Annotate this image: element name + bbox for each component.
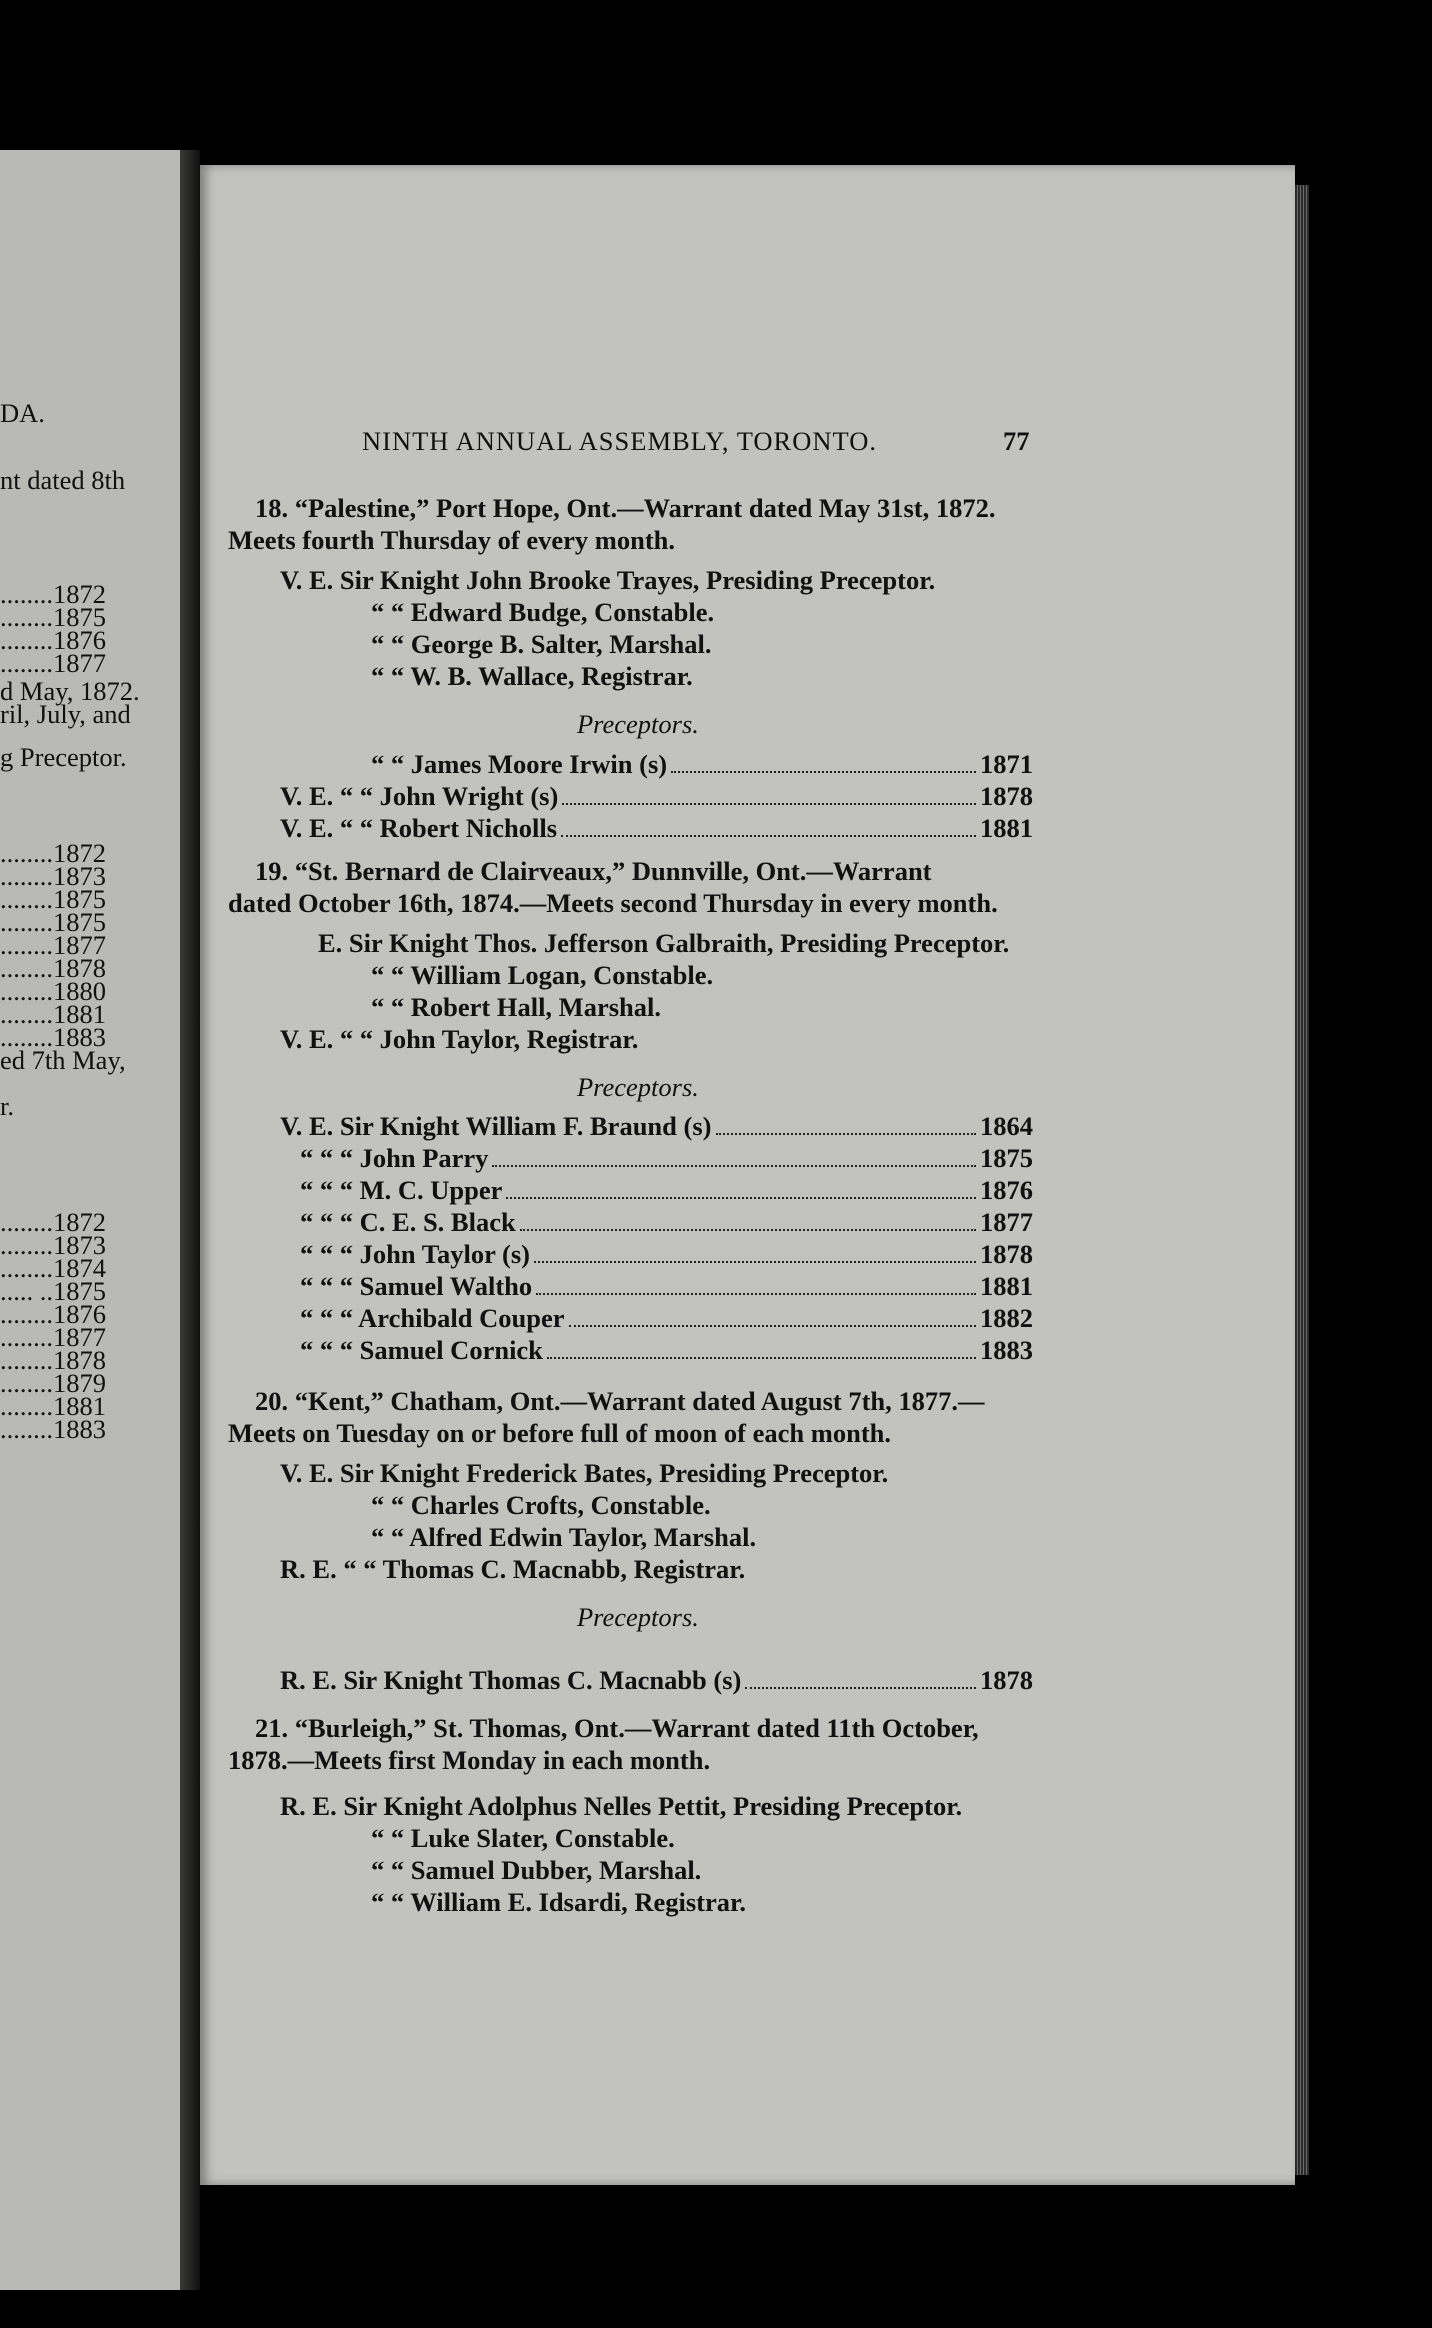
officer-line: “ “ Samuel Dubber, Marshal. — [371, 1855, 702, 1885]
leader-dots — [561, 835, 976, 837]
officer-line: “ “ William Logan, Constable. — [371, 960, 714, 990]
preceptor-year: 1878 — [980, 781, 1033, 811]
officer-line: “ “ Luke Slater, Constable. — [371, 1823, 675, 1853]
left-fragment: ........1875 — [0, 907, 106, 937]
officer-line: “ “ Edward Budge, Constable. — [371, 597, 715, 627]
leader-dots — [569, 1325, 976, 1327]
preceptor-row — [371, 748, 1033, 781]
officer-line: R. E. Sir Knight Adolphus Nelles Pettit, Presiding Preceptor. — [280, 1791, 963, 1821]
officer-line: V. E. Sir Knight Frederick Bates, Presiding Preceptor. — [280, 1458, 889, 1488]
preceptor-year: 1871 — [980, 749, 1033, 779]
preceptor-name: “ “ James Moore Irwin (s) — [371, 749, 668, 779]
left-fragment: ........1883 — [0, 1414, 106, 1444]
preceptor-year: 1881 — [980, 1271, 1033, 1301]
leader-dots — [562, 803, 976, 805]
left-fragment: d May, 1872. — [0, 676, 140, 706]
officer-line: V. E. Sir Knight John Brooke Trayes, Presiding Preceptor. — [280, 565, 936, 595]
preceptor-row — [300, 1174, 1033, 1207]
leader-dots — [671, 771, 976, 773]
preceptor-name: V. E. “ “ John Wright (s) — [280, 781, 559, 811]
left-fragment: ........1878 — [0, 1345, 106, 1375]
left-fragment: ........1875 — [0, 884, 106, 914]
preceptor-row — [300, 1334, 1033, 1367]
preceptor-row — [300, 1238, 1033, 1271]
entry-intro: Meets fourth Thursday of every month. — [228, 525, 676, 555]
leader-dots — [506, 1197, 976, 1199]
officer-line: “ “ William E. Idsardi, Registrar. — [371, 1887, 746, 1917]
preceptor-name: “ “ “ C. E. S. Black — [300, 1207, 516, 1237]
preceptor-year: 1877 — [980, 1207, 1033, 1237]
entry-intro: 19. “St. Bernard de Clairveaux,” Dunnville, Ont.—Warrant — [255, 856, 932, 886]
preceptor-row — [280, 812, 1033, 845]
preceptor-year: 1864 — [980, 1111, 1033, 1141]
preceptor-name: R. E. Sir Knight Thomas C. Macnabb (s) — [280, 1665, 742, 1695]
entry-intro: dated October 16th, 1874.—Meets second Thursday in every month. — [228, 888, 998, 918]
preceptor-year: 1876 — [980, 1175, 1033, 1205]
book-gutter — [180, 150, 200, 2290]
leader-dots — [534, 1261, 976, 1263]
left-fragment: ........1883 — [0, 1022, 106, 1052]
preceptor-name: “ “ “ John Parry — [300, 1143, 489, 1173]
preceptor-year: 1878 — [980, 1239, 1033, 1269]
left-fragment: ........1881 — [0, 1391, 106, 1421]
left-fragment: ........1872 — [0, 838, 106, 868]
officer-line: “ “ Alfred Edwin Taylor, Marshal. — [371, 1522, 757, 1552]
preceptor-name: “ “ “ Samuel Cornick — [300, 1335, 543, 1365]
preceptor-year: 1882 — [980, 1303, 1033, 1333]
left-fragment: ........1880 — [0, 976, 106, 1006]
left-fragment: ed 7th May, — [0, 1045, 126, 1075]
preceptor-row — [280, 1664, 1033, 1697]
leader-dots — [716, 1133, 977, 1135]
entry-intro: 1878.—Meets first Monday in each month. — [228, 1745, 711, 1775]
preceptor-name: “ “ “ M. C. Upper — [300, 1175, 503, 1205]
preceptor-row — [300, 1142, 1033, 1175]
preceptor-year: 1875 — [980, 1143, 1033, 1173]
preceptor-row — [300, 1270, 1033, 1303]
left-fragment: ........1872 — [0, 579, 106, 609]
preceptor-name: V. E. Sir Knight William F. Braund (s) — [280, 1111, 712, 1141]
officer-line: E. Sir Knight Thos. Jefferson Galbraith, Presiding Preceptor. — [318, 928, 1010, 958]
left-page — [0, 150, 188, 2290]
left-fragment: ........1878 — [0, 953, 106, 983]
left-fragment: ..... ..1875 — [0, 1276, 106, 1306]
left-fragment: ........1881 — [0, 999, 106, 1029]
left-fragment: DA. — [0, 398, 45, 428]
leader-dots — [492, 1165, 976, 1167]
officer-line: “ “ W. B. Wallace, Registrar. — [371, 661, 693, 691]
preceptor-row — [300, 1302, 1033, 1335]
left-fragment: ........1873 — [0, 1230, 106, 1260]
preceptors-heading: Preceptors. — [577, 1072, 699, 1102]
left-fragment: g Preceptor. — [0, 742, 127, 772]
leader-dots — [745, 1687, 976, 1689]
left-fragment: ........1879 — [0, 1368, 106, 1398]
left-fragment: ........1873 — [0, 861, 106, 891]
leader-dots — [536, 1293, 976, 1295]
preceptor-row — [280, 780, 1033, 813]
left-fragment: ........1877 — [0, 648, 106, 678]
left-fragment: nt dated 8th — [0, 465, 126, 495]
preceptor-name: “ “ “ Samuel Waltho — [300, 1271, 533, 1301]
preceptor-row — [300, 1206, 1033, 1239]
preceptor-year: 1883 — [980, 1335, 1033, 1365]
preceptors-heading: Preceptors. — [577, 709, 699, 739]
officer-line: “ “ Charles Crofts, Constable. — [371, 1490, 711, 1520]
officer-line: V. E. “ “ John Taylor, Registrar. — [280, 1024, 639, 1054]
left-fragment: ........1876 — [0, 1299, 106, 1329]
officer-line: R. E. “ “ Thomas C. Macnabb, Registrar. — [280, 1554, 746, 1584]
preceptor-row — [280, 1110, 1033, 1143]
left-fragment: r. — [0, 1091, 14, 1121]
running-header: NINTH ANNUAL ASSEMBLY, TORONTO. — [362, 426, 877, 456]
preceptor-year: 1878 — [980, 1665, 1033, 1695]
entry-intro: Meets on Tuesday on or before full of moon of each month. — [228, 1418, 892, 1448]
preceptor-name: “ “ “ Archibald Couper — [300, 1303, 565, 1333]
leader-dots — [520, 1229, 976, 1231]
left-fragment: ........1875 — [0, 602, 106, 632]
page-edge — [1295, 185, 1309, 2175]
page-number: 77 — [1003, 426, 1030, 456]
left-fragment: ........1877 — [0, 1322, 106, 1352]
preceptor-name: V. E. “ “ Robert Nicholls — [280, 813, 558, 843]
left-fragment: ........1874 — [0, 1253, 106, 1283]
left-fragment: ........1872 — [0, 1207, 106, 1237]
left-fragment: ........1877 — [0, 930, 106, 960]
officer-line: “ “ George B. Salter, Marshal. — [371, 629, 712, 659]
leader-dots — [547, 1357, 976, 1359]
officer-line: “ “ Robert Hall, Marshal. — [371, 992, 661, 1022]
entry-intro: 18. “Palestine,” Port Hope, Ont.—Warrant dated May 31st, 1872. — [255, 493, 996, 523]
entry-intro: 21. “Burleigh,” St. Thomas, Ont.—Warrant dated 11th October, — [255, 1713, 979, 1743]
preceptor-year: 1881 — [980, 813, 1033, 843]
left-fragment: ril, July, and — [0, 699, 131, 729]
entry-intro: 20. “Kent,” Chatham, Ont.—Warrant dated August 7th, 1877.— — [255, 1386, 985, 1416]
preceptor-name: “ “ “ John Taylor (s) — [300, 1239, 530, 1269]
left-fragment: ........1876 — [0, 625, 106, 655]
preceptors-heading: Preceptors. — [577, 1602, 699, 1632]
